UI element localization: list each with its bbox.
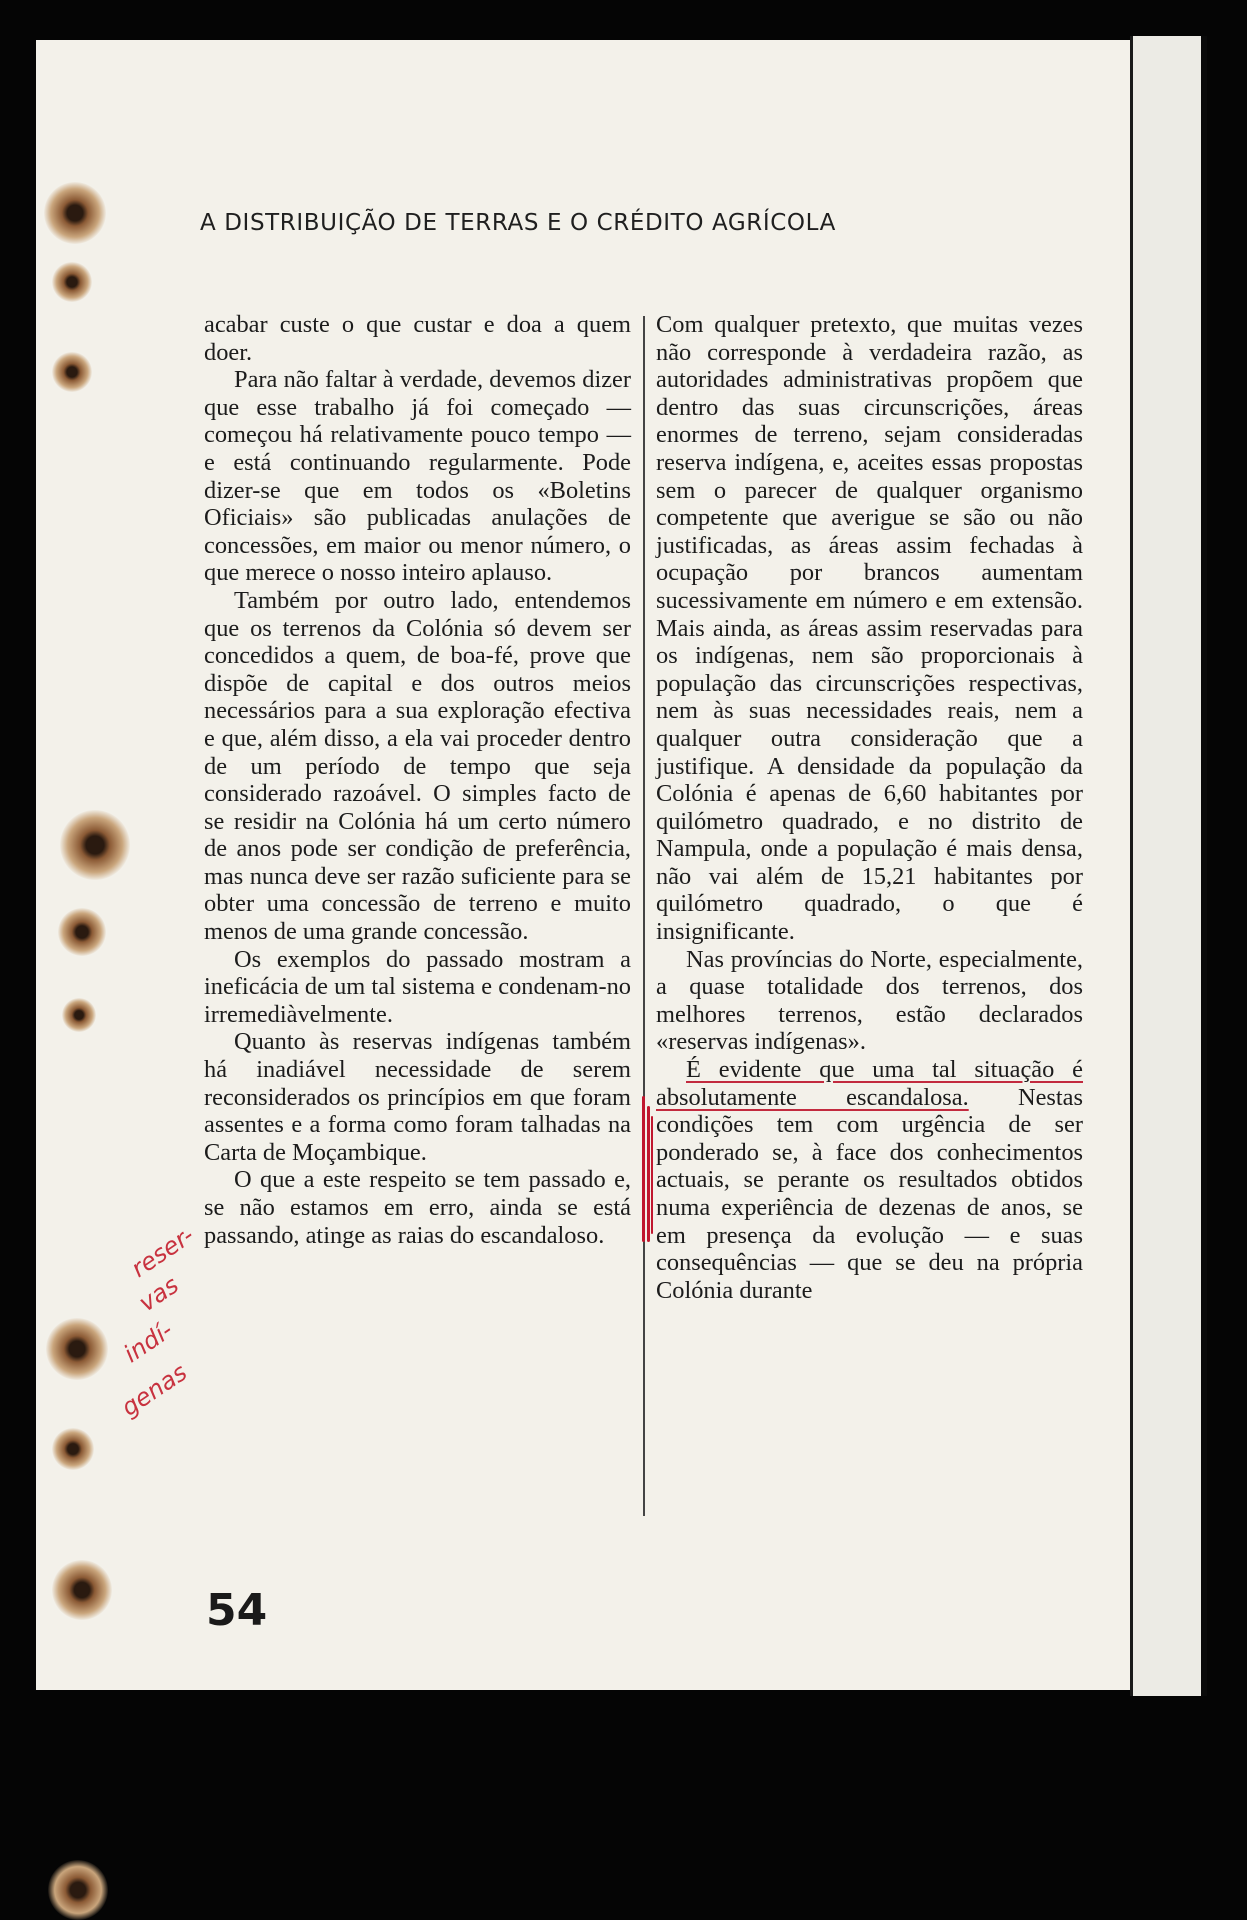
paragraph (656, 1056, 1083, 1304)
binding-hole-mark (52, 262, 92, 302)
paragraph: Também por outro lado, entendemos que os terrenos da Colónia só devem ser concedidos a quem, de boa-fé, prove que dispõe de capital e dos outros meios necessários para a sua exploração efectiva e que, além disso, a ela vai proceder dentro de um período de tempo que seja considerado razoável. O simples facto de se residir na Colónia há um certo número de anos pode ser condição de preferência, mas nunca deve ser razão suficiente para se obter uma concessão de terreno e muito menos de uma grande concessão. (204, 586, 631, 946)
right-text-column (656, 311, 1083, 1304)
binding-hole-mark (62, 998, 96, 1032)
underlined-sentence: É evidente que uma tal situação é absolutamente escandalosa. (656, 1056, 1083, 1111)
paragraph: acabar custe o que custar e doa a quem doer. (204, 311, 631, 366)
paragraph-continuation: Nestas condições tem com urgência de ser ponderado se, à face dos conhecimentos actuais, se perante os resultados obtidos numa experiência de dezenas de anos, se em presença da evolução — e suas consequências — que se deu na própria Colónia durante (656, 1083, 1083, 1304)
page-edge-strip (1130, 36, 1207, 1696)
paragraph: Para não faltar à verdade, devemos dizer que esse trabalho já foi começado — começou há relativamente pouco tempo — e está continuando regularmente. Pode dizer-se que em todos os «Boletins Oficiais» são publicadas anulações de concessões, em maior ou menor número, o que merece o nosso inteiro aplauso. (204, 366, 631, 587)
paragraph: Quanto às reservas indígenas também há inadiável necessidade de serem reconsiderados os princípios em que foram assentes e a forma como foram talhadas na Carta de Moçambique. (204, 1028, 631, 1166)
left-text-column (204, 311, 631, 1249)
binding-hole-mark (58, 908, 106, 956)
paragraph: Os exemplos do passado mostram a ineficácia de um tal sistema e condenam-no irremediàvelmente. (204, 945, 631, 1028)
red-margin-mark (642, 1096, 645, 1242)
binding-hole-mark (60, 810, 130, 880)
red-margin-mark (651, 1116, 653, 1234)
paragraph: O que a este respeito se tem passado e, se não estamos em erro, ainda se está passando, atinge as raias do escandaloso. (204, 1166, 631, 1249)
binding-hole-mark (48, 1860, 108, 1920)
binding-hole-mark (44, 182, 106, 244)
column-divider (643, 316, 645, 1516)
binding-hole-mark (52, 1428, 94, 1470)
handwritten-note: indí- (118, 1315, 178, 1369)
red-margin-mark (647, 1106, 650, 1242)
handwritten-note: vas (133, 1270, 184, 1318)
handwritten-note: genas (116, 1358, 193, 1422)
page-number: 54 (206, 1585, 268, 1636)
handwritten-note: reser- (126, 1221, 200, 1283)
paragraph: Com qualquer pretexto, que muitas vezes não corresponde à verdadeira razão, as autoridades administrativas propõem que dentro das suas circunscrições, áreas enormes de terreno, sejam consideradas reserva indígena, e, aceites essas propostas sem o parecer de qualquer organismo competente que averigue se são ou não justificadas, as áreas assim fechadas à ocupação por brancos aumentam sucessivamente em número e em extensão. Mais ainda, as áreas assim reservadas para os indígenas, nem são proporcionais à população das circunscrições respectivas, nem às suas necessidades reais, nem a qualquer outra consideração que a justifique. A densidade da população da Colónia é apenas de 6,60 habitantes por quilómetro quadrado, e no distrito de Nampula, onde a população é mais densa, não vai além de 15,21 habitantes por quilómetro quadrado, o que é insignificante. (656, 311, 1083, 946)
running-title: A DISTRIBUIÇÃO DE TERRAS E O CRÉDITO AGRÍCOLA (200, 210, 836, 236)
paragraph: Nas províncias do Norte, especialmente, a quase totalidade dos terrenos, dos melhores terrenos, estão declarados «reservas indígenas». (656, 945, 1083, 1056)
binding-hole-mark (46, 1318, 108, 1380)
binding-hole-mark (52, 352, 92, 392)
binding-hole-mark (52, 1560, 112, 1620)
